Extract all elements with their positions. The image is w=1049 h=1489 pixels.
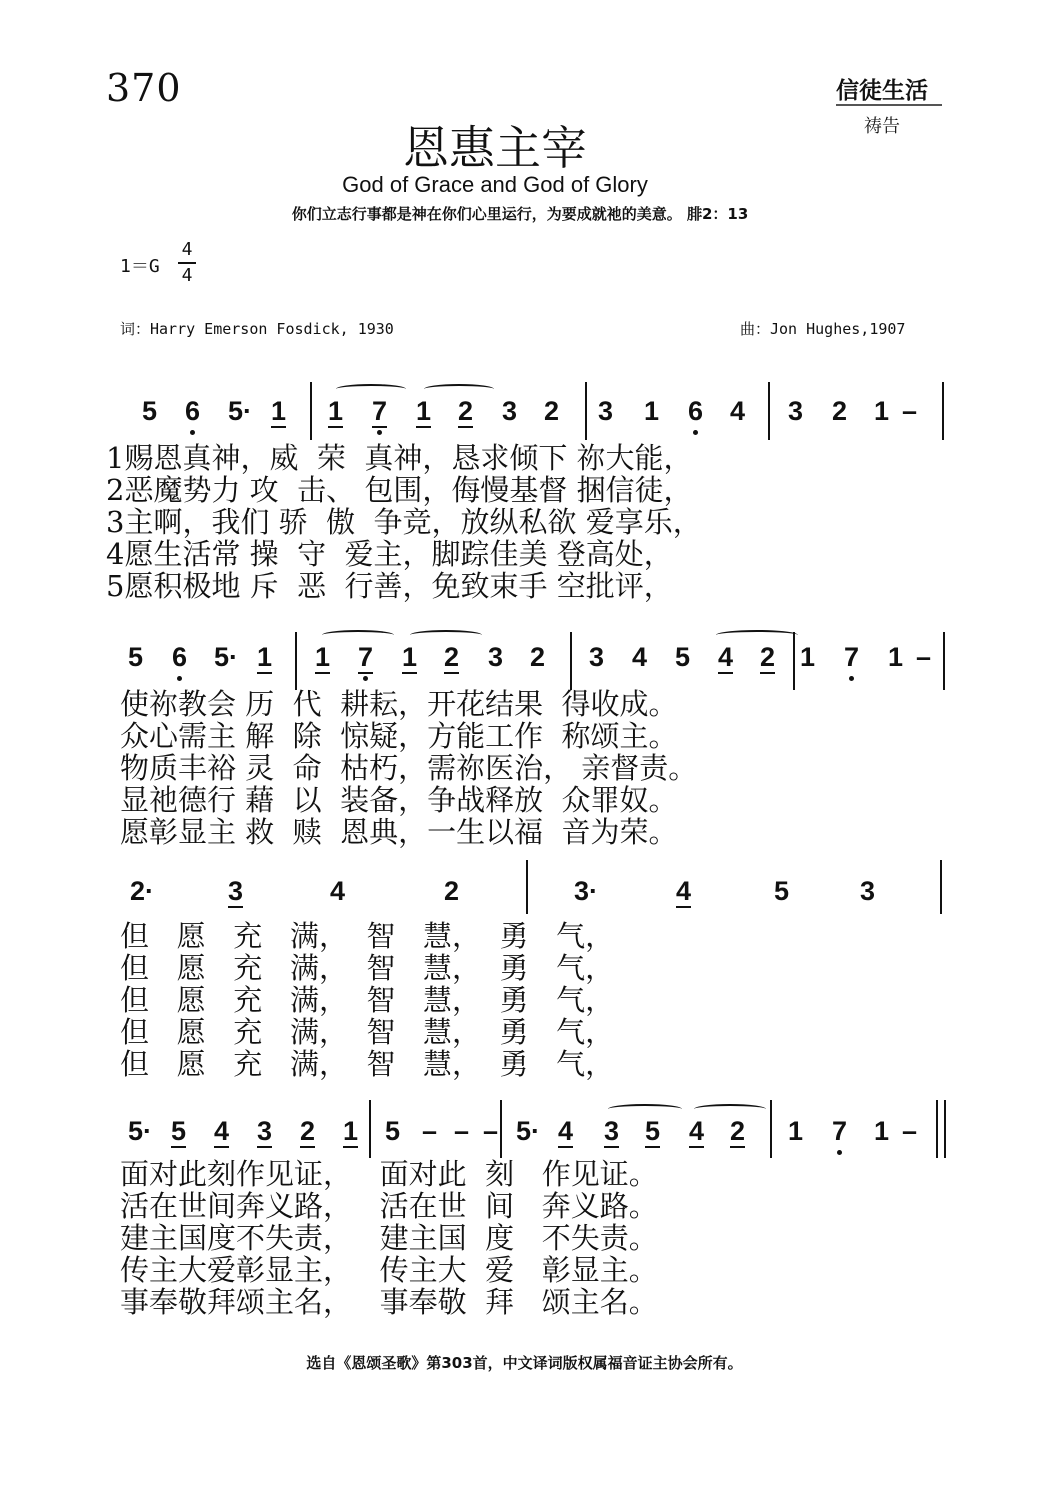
note: [760, 642, 775, 672]
note-digit: 2·: [130, 876, 155, 906]
note-digit: 4: [718, 642, 734, 672]
note-digit: 2: [730, 1116, 746, 1146]
bar-line: [940, 860, 942, 914]
note-digit: 1: [874, 396, 890, 426]
note: [574, 876, 598, 906]
dash-hold: [454, 1116, 469, 1146]
note-digit: 5: [774, 876, 790, 906]
note-digit: 2: [444, 876, 460, 906]
note-digit: –: [902, 396, 918, 426]
note-digit: 1: [328, 396, 344, 426]
bar-line: [768, 382, 770, 440]
note: [844, 642, 859, 672]
note: [444, 642, 459, 672]
hymn-title-chinese: 恩惠主宰: [403, 121, 587, 175]
tie-slur: [336, 384, 406, 394]
note: [343, 1116, 358, 1146]
category-label: 信徒生活: [836, 77, 928, 104]
note: [358, 642, 373, 672]
note-digit: 5·: [214, 642, 239, 672]
note: [604, 1116, 619, 1146]
lyric-line: 1赐恩真神，威 荣 真神，恳求倾下 祢大能，: [106, 441, 693, 475]
note: [128, 1116, 152, 1146]
lyric-line: 面对此刻作见证， 面对此 刻 作见证。: [120, 1157, 658, 1191]
tie-slur: [694, 1104, 766, 1114]
note-digit: 5·: [228, 396, 253, 426]
bar-line: [770, 1100, 772, 1158]
note-digit: 1: [271, 396, 287, 426]
note: [257, 642, 272, 672]
note: [502, 396, 517, 426]
note-digit: 3: [228, 876, 244, 906]
note: [214, 1116, 229, 1146]
note-digit: 6: [172, 642, 188, 672]
lyric-line: 但 愿 充 满， 智 慧， 勇 气，: [120, 1047, 615, 1081]
note-digit: 3: [589, 642, 605, 672]
note-digit: 4: [214, 1116, 230, 1146]
note-digit: –: [454, 1116, 470, 1146]
note-digit: 5·: [516, 1116, 541, 1146]
lyric-line: 使祢教会 历 代 耕耘，开花结果 得收成。: [120, 687, 678, 721]
lyric-line: 但 愿 充 满， 智 慧， 勇 气，: [120, 951, 615, 985]
bar-line: [369, 1100, 371, 1158]
note: [402, 642, 417, 672]
note: [385, 1116, 400, 1146]
note-digit: 5: [128, 642, 144, 672]
note: [860, 876, 875, 906]
note-digit: 3: [604, 1116, 620, 1146]
note: [488, 642, 503, 672]
note-digit: 1: [257, 642, 273, 672]
note: [874, 396, 889, 426]
note: [558, 1116, 573, 1146]
bar-line: [942, 382, 944, 440]
note: [142, 396, 157, 426]
note-digit: 4: [558, 1116, 574, 1146]
note-digit: 2: [832, 396, 848, 426]
note-digit: 4: [730, 396, 746, 426]
note: [172, 642, 187, 672]
note-digit: 1: [343, 1116, 359, 1146]
note: [128, 642, 143, 672]
lyric-line: 显祂德行 藉 以 装备，争战释放 众罪奴。: [120, 783, 678, 817]
lyric-line: 但 愿 充 满， 智 慧， 勇 气，: [120, 919, 615, 953]
hymn-title-english: God of Grace and God of Glory: [342, 172, 648, 197]
category-divider: [836, 104, 942, 106]
dash-hold: [422, 1116, 437, 1146]
note-digit: 5: [171, 1116, 187, 1146]
note: [372, 396, 387, 426]
note-digit: 2: [760, 642, 776, 672]
note: [800, 642, 815, 672]
note: [645, 1116, 660, 1146]
tie-slur: [716, 630, 798, 640]
note: [832, 1116, 847, 1146]
note-digit: –: [483, 1116, 499, 1146]
lyric-line: 愿彰显主 救 赎 恩典，一生以福 音为荣。: [120, 815, 678, 849]
time-signature: [178, 238, 196, 288]
note-digit: 5·: [128, 1116, 153, 1146]
lyricist-credit: 词：Harry Emerson Fosdick, 1930: [120, 320, 394, 338]
note-digit: 2: [544, 396, 560, 426]
note: [874, 1116, 889, 1146]
note: [300, 1116, 315, 1146]
note-digit: 2: [444, 642, 460, 672]
note-digit: 3: [598, 396, 614, 426]
note-digit: 4: [689, 1116, 705, 1146]
lyric-line: 众心需主 解 除 惊疑，方能工作 称颂主。: [120, 719, 678, 753]
note-digit: 1: [874, 1116, 890, 1146]
note: [730, 396, 745, 426]
lyric-line: 建主国度不失责， 建主国 度 不失责。: [120, 1221, 658, 1255]
tie-slur: [410, 630, 482, 640]
note: [598, 396, 613, 426]
lyric-line: 2恶魔势力 攻 击、 包围，侮慢基督 捆信徒，: [106, 473, 693, 507]
bar-line: [570, 632, 572, 690]
note-digit: 4: [330, 876, 346, 906]
bar-line: [585, 382, 587, 440]
note-digit: 3: [257, 1116, 273, 1146]
note-digit: 7: [832, 1116, 848, 1146]
dash-hold: [916, 642, 931, 672]
note-digit: 1: [888, 642, 904, 672]
note: [330, 876, 345, 906]
tie-slur: [424, 384, 494, 394]
note-digit: 3: [860, 876, 876, 906]
dash-hold: [902, 396, 917, 426]
lyric-line: 5愿积极地 斥 恶 行善，免致束手 空批评，: [106, 569, 673, 603]
note-digit: 1: [416, 396, 432, 426]
note-digit: 3: [788, 396, 804, 426]
lyric-line: 3主啊，我们 骄 傲 争竞，放纵私欲 爱享乐，: [106, 505, 702, 539]
note: [718, 642, 733, 672]
note-digit: 6: [688, 396, 704, 426]
subcategory-label: 祷告: [864, 116, 900, 137]
note-digit: 5: [675, 642, 691, 672]
bar-line: [500, 1100, 502, 1158]
bar-line: [944, 1100, 946, 1158]
note-digit: 3·: [574, 876, 599, 906]
note: [130, 876, 154, 906]
note: [458, 396, 473, 426]
note: [632, 642, 647, 672]
bar-line: [936, 1100, 938, 1158]
time-signature-top: 4: [178, 238, 196, 264]
note-digit: 2: [458, 396, 474, 426]
note-digit: 2: [530, 642, 546, 672]
note-digit: 1: [788, 1116, 804, 1146]
note: [644, 396, 659, 426]
note: [832, 396, 847, 426]
note-digit: 3: [502, 396, 518, 426]
dash-hold: [483, 1116, 498, 1146]
note: [774, 876, 789, 906]
copyright-footer: 选自《恩颂圣歌》第303首，中文译词版权属福音证主协会所有。: [306, 1354, 743, 1372]
note: [888, 642, 903, 672]
bar-line: [793, 632, 795, 690]
composer-credit: 曲：Jon Hughes,1907: [740, 320, 906, 338]
note: [689, 1116, 704, 1146]
note-digit: 1: [315, 642, 331, 672]
lyric-line: 但 愿 充 满， 智 慧， 勇 气，: [120, 983, 615, 1017]
note-digit: 2: [300, 1116, 316, 1146]
note: [257, 1116, 272, 1146]
note: [788, 1116, 803, 1146]
bar-line: [310, 382, 312, 440]
note-digit: 1: [402, 642, 418, 672]
lyric-line: 事奉敬拜颂主名， 事奉敬 拜 颂主名。: [120, 1285, 658, 1319]
note: [544, 396, 559, 426]
note: [444, 876, 459, 906]
tie-slur: [322, 630, 394, 640]
note-digit: 6: [185, 396, 201, 426]
note: [271, 396, 286, 426]
note: [675, 642, 690, 672]
note-digit: 3: [488, 642, 504, 672]
note: [530, 642, 545, 672]
note-digit: –: [902, 1116, 918, 1146]
note: [214, 642, 238, 672]
lyric-line: 4愿生活常 操 守 爱主，脚踪佳美 登高处，: [106, 537, 673, 571]
note-digit: 7: [844, 642, 860, 672]
key-signature: 1＝G: [120, 256, 160, 277]
bar-line: [295, 632, 297, 690]
lyric-line: 传主大爱彰显主， 传主大 爱 彰显主。: [120, 1253, 658, 1287]
time-signature-bottom: 4: [181, 265, 193, 286]
note: [228, 396, 252, 426]
note: [185, 396, 200, 426]
note-digit: 7: [358, 642, 374, 672]
note-digit: –: [916, 642, 932, 672]
bar-line: [526, 860, 528, 914]
note: [171, 1116, 186, 1146]
note: [730, 1116, 745, 1146]
dash-hold: [902, 1116, 917, 1146]
note-digit: 5: [385, 1116, 401, 1146]
note-digit: 5: [645, 1116, 661, 1146]
hymn-number: 370: [106, 66, 182, 110]
tie-slur: [608, 1104, 682, 1114]
bar-line: [943, 632, 945, 690]
note: [676, 876, 691, 906]
lyric-line: 但 愿 充 满， 智 慧， 勇 气，: [120, 1015, 615, 1049]
lyric-line: 物质丰裕 灵 命 枯朽，需祢医治， 亲督责。: [120, 751, 698, 785]
note-digit: 4: [632, 642, 648, 672]
lyric-line: 活在世间奔义路， 活在世 间 奔义路。: [120, 1189, 658, 1223]
note-digit: –: [422, 1116, 438, 1146]
note: [328, 396, 343, 426]
note-digit: 5: [142, 396, 158, 426]
note: [688, 396, 703, 426]
note-digit: 7: [372, 396, 388, 426]
note: [589, 642, 604, 672]
note-digit: 4: [676, 876, 692, 906]
note: [315, 642, 330, 672]
note: [228, 876, 243, 906]
note: [416, 396, 431, 426]
note-digit: 1: [800, 642, 816, 672]
note: [516, 1116, 540, 1146]
scripture-reference: 你们立志行事都是神在你们心里运行，为要成就祂的美意。 腓2：13: [291, 205, 749, 223]
note: [788, 396, 803, 426]
note-digit: 1: [644, 396, 660, 426]
